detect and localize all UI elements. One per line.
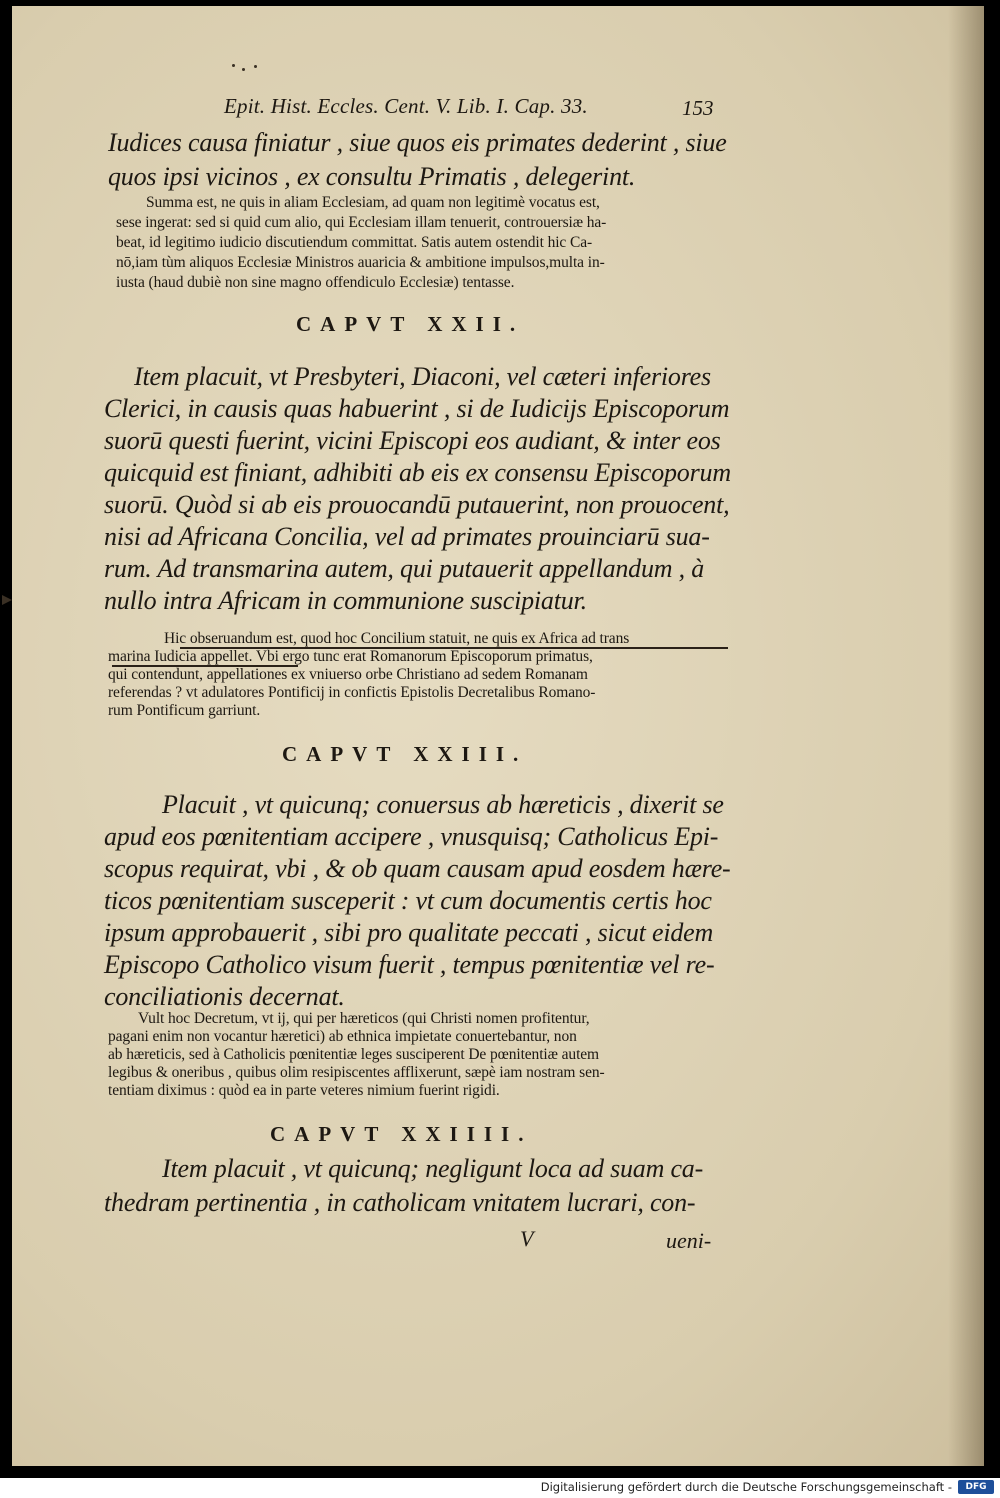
text-line: ticos pœnitentiam susceperit : vt cum documentis certis hoc xyxy=(104,886,712,915)
text-line: Placuit , vt quicunq; conuersus ab hæreticis , dixerit se xyxy=(162,790,724,819)
text-line: suorū questi fuerint, vicini Episcopi eos audiant, & inter eos xyxy=(104,426,721,455)
caput-heading-22: CAPVT XXII. xyxy=(296,312,525,336)
text-line: apud eos pœnitentiam accipere , vnusquisq; Catholicus Epi- xyxy=(104,822,719,851)
text-line: nō,iam tùm aliquos Ecclesiæ Ministros auaricia & ambitione impulsos,multa in- xyxy=(116,254,605,271)
margin-mark-icon xyxy=(0,592,14,606)
text-line: thedram pertinentia , in catholicam vnitatem lucrari, con- xyxy=(104,1188,696,1217)
text-line: suorū. Quòd si ab eis prouocandū putauerint, non prouocent, xyxy=(104,490,730,519)
text-line: Item placuit, vt Presbyteri, Diaconi, vel cæteri inferiores xyxy=(134,362,711,391)
text-line: marina Iudicia appellet. Vbi ergo tunc erat Romanorum Episcoporum primatus, xyxy=(108,648,593,665)
printers-dots xyxy=(232,62,262,72)
catchword: ueni- xyxy=(666,1228,712,1253)
caput-heading-24: CAPVT XXIIII. xyxy=(270,1122,533,1146)
text-line: conciliationis decernat. xyxy=(104,982,345,1011)
text-line: Summa est, ne quis in aliam Ecclesiam, ad quam non legitimè vocatus est, xyxy=(146,194,600,211)
footer-bar xyxy=(0,1478,1000,1498)
text-line: iusta (haud dubiè non sine magno offendiculo Ecclesiæ) tentasse. xyxy=(116,274,515,291)
dfg-logo-icon: DFG xyxy=(958,1480,994,1494)
text-line: rum Pontificum garriunt. xyxy=(108,702,261,719)
text-line: qui contendunt, appellationes ex vniuerso orbe Christiano ad sedem Romanam xyxy=(108,666,588,683)
book-page xyxy=(12,6,984,1466)
signature-mark: V xyxy=(520,1226,534,1251)
funding-notice: Digitalisierung gefördert durch die Deutsche Forschungsgemeinschaft - xyxy=(540,1480,952,1494)
text-line: nisi ad Africana Concilia, vel ad primates prouinciarū sua- xyxy=(104,522,710,551)
text-line: pagani enim non vocantur hæretici) ab ethnica impietate conuertebantur, non xyxy=(108,1028,577,1045)
underline-mark xyxy=(112,665,298,667)
text-line: ipsum approbauerit , sibi pro qualitate peccati , sicut eidem xyxy=(104,918,714,947)
text-line: sese ingerat: sed si quid cum alio, qui Ecclesiam illam tenuerit, controuersiæ ha- xyxy=(116,214,607,231)
folio-number: 153 xyxy=(682,96,714,120)
text-line: scopus requirat, vbi , & ob quam causam apud eosdem hære- xyxy=(104,854,731,883)
text-line: ab hæreticis, sed à Catholicis pœnitentiæ leges susciperent De pœnitentiæ autem xyxy=(108,1046,600,1063)
text-line: Episcopo Catholico visum fuerit , tempus pœnitentiæ vel re- xyxy=(104,950,715,979)
underline-mark xyxy=(180,647,728,649)
text-line: referendas ? vt adulatores Pontificij in confictis Epistolis Decretalibus Romano- xyxy=(108,684,596,701)
text-line: quicquid est finiant, adhibiti ab eis ex consensu Episcoporum xyxy=(104,458,731,487)
text-line: quos ipsi vicinos , ex consultu Primatis , delegerint. xyxy=(108,162,636,191)
text-line: rum. Ad transmarina autem, qui putauerit appellandum , à xyxy=(104,554,705,583)
text-line: legibus & oneribus , quibus olim resipiscentes afflixerunt, sæpè iam nostram sen- xyxy=(108,1064,605,1081)
text-line: Hic obseruandum est, quod hoc Concilium statuit, ne quis ex Africa ad trans xyxy=(164,630,630,647)
caput-heading-23: CAPVT XXIII. xyxy=(282,742,528,766)
text-line: Iudices causa finiatur , siue quos eis primates dederint , siue xyxy=(108,128,727,157)
text-line: tentiam diximus : quòd ea in parte veteres nimium fuerint rigidi. xyxy=(108,1082,500,1099)
running-head: Epit. Hist. Eccles. Cent. V. Lib. I. Cap. 33. xyxy=(224,94,588,118)
text-line: beat, id legitimo iudicio discutiendum committat. Satis autem ostendit hic Ca- xyxy=(116,234,593,251)
text-line: Clerici, in causis quas habuerint , si de Iudicijs Episcoporum xyxy=(104,394,730,423)
page-edge-shadow xyxy=(948,6,984,1466)
text-line: nullo intra Africam in communione suscipiatur. xyxy=(104,586,587,615)
text-line: Vult hoc Decretum, vt ij, qui per hæreticos (qui Christi nomen profitentur, xyxy=(138,1010,590,1027)
text-line: Item placuit , vt quicunq; negligunt loca ad suam ca- xyxy=(162,1154,704,1183)
